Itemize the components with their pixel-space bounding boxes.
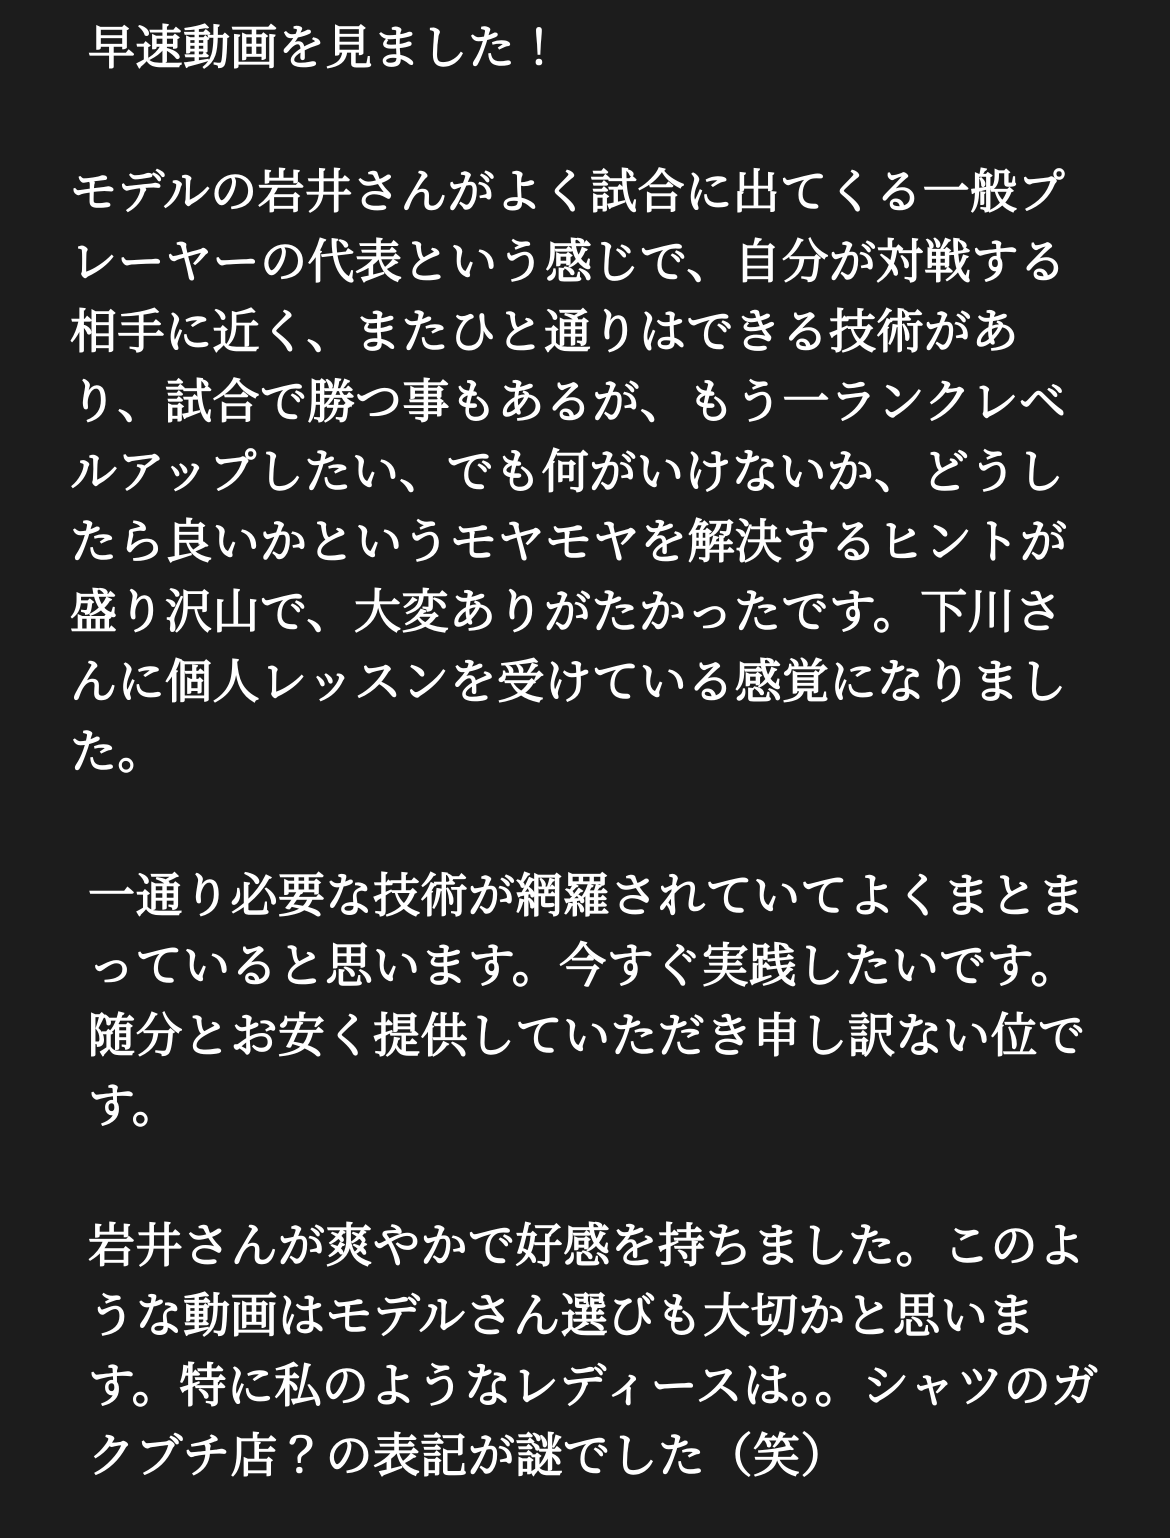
document-body [70,14,1100,1492]
paragraph-spacer [70,1142,1100,1212]
paragraph-body-3: 岩井さんが爽やかで好感を持ちました。このような動画はモデルさん選びも大切かと思います。特に私のようなレディースは。。シャツのガクブチ店？の表記が謎でした（笑） [88,1219,1099,1485]
paragraph-body-1: モデルの岩井さんがよく試合に出てくる一般プレーヤーの代表という感じで、自分が対戦する相手に近く、またひと通りはできる技術があり、試合で勝つ事もあるが、もう一ランクレベルアップしたい、でも何がいけないか、どうしたら良いかというモヤモヤを解決するヒントが盛り沢山で、大変ありがたかったです。下川さんに個人レッスンを受けている感覚になりました。 [70,165,1068,781]
paragraph-spacer [70,788,1100,862]
paragraph-body-2: 一通り必要な技術が網羅されていてよくまとまっていると思います。今すぐ実践したいです。随分とお安く提供していただき申し訳ない位です。 [88,869,1086,1135]
paragraph-greeting: 早速動画を見ました！ [88,21,563,76]
paragraph-spacer [70,84,1100,158]
